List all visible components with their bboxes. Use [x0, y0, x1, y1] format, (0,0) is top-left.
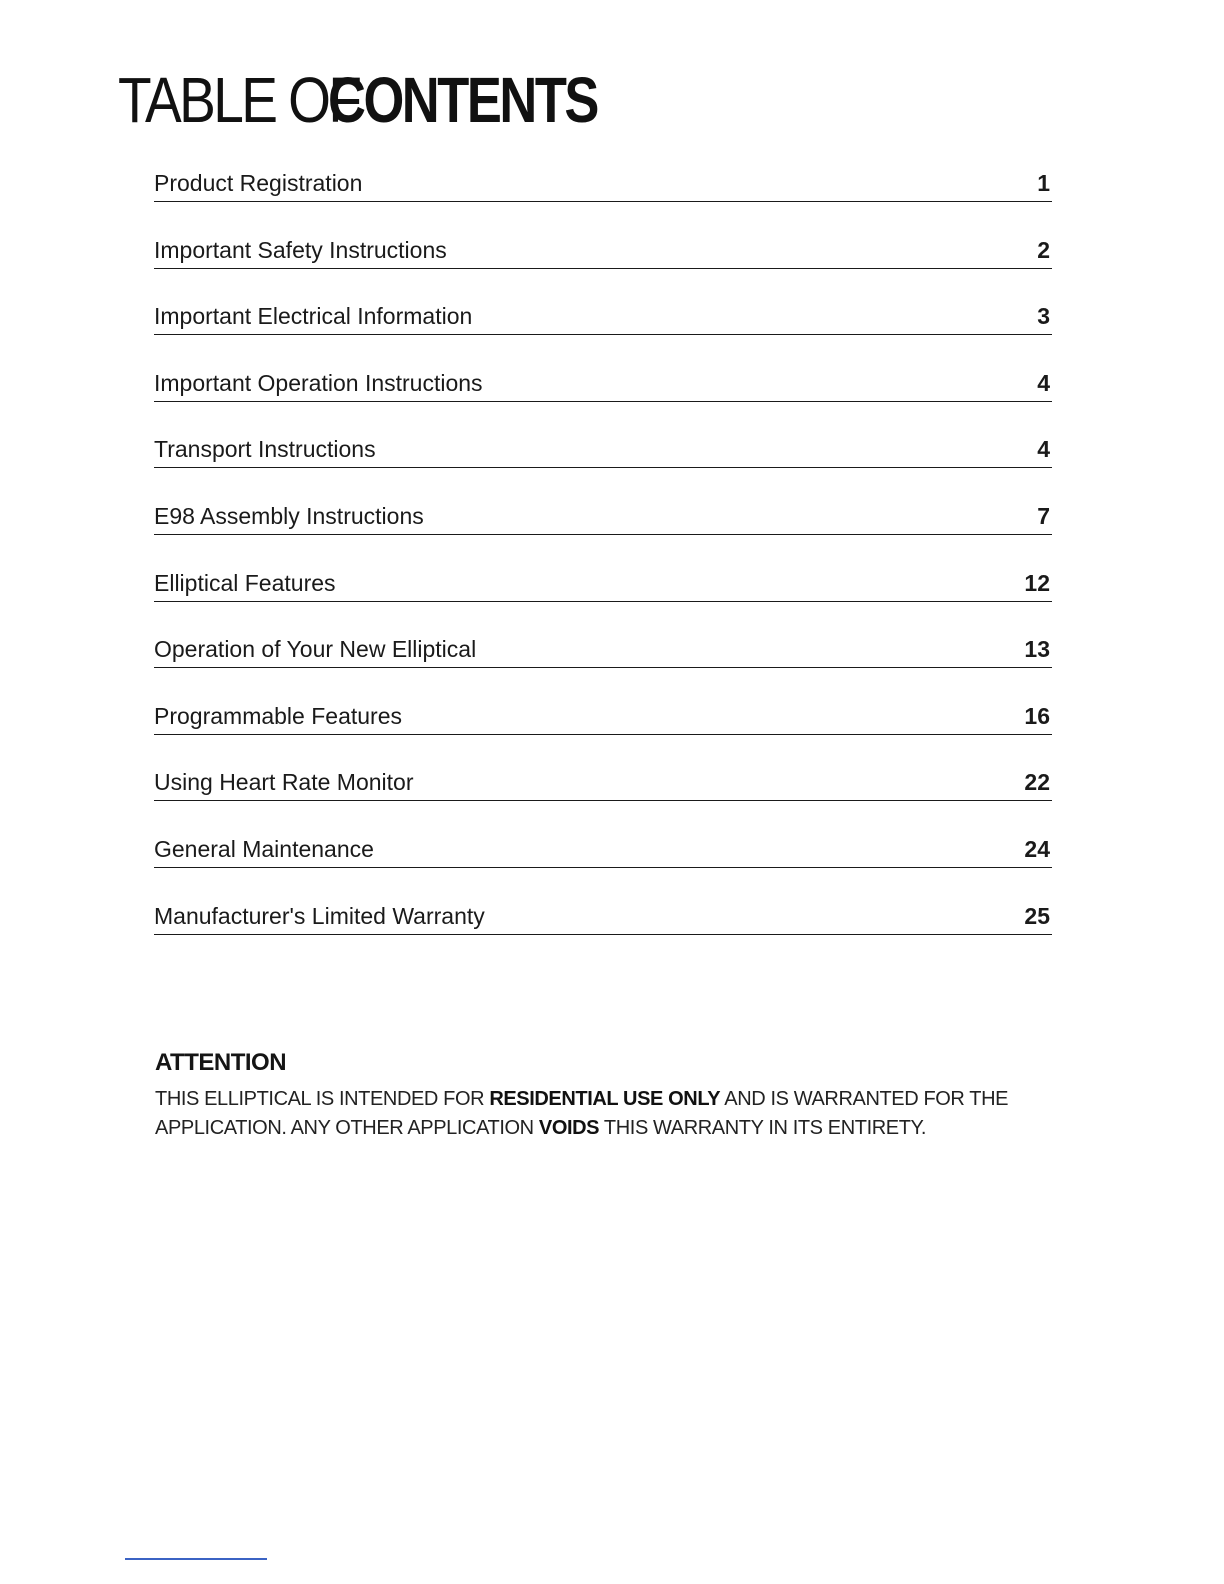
- footer-rule: [125, 1558, 267, 1560]
- toc-entry-label: E98 Assembly Instructions: [154, 502, 424, 529]
- attention-heading: ATTENTION: [155, 1049, 287, 1076]
- toc-entry-label: Product Registration: [154, 170, 363, 196]
- toc-entry-product-registration[interactable]: [154, 168, 1052, 235]
- toc-entry-page-number: 25: [1024, 902, 1050, 929]
- toc-entry-page-number: 12: [1024, 569, 1050, 596]
- toc-entry-page-number: 2: [1037, 236, 1050, 263]
- toc-entry-manufacturers-limited-warranty[interactable]: [154, 901, 1052, 968]
- toc-entry-label: Important Operation Instructions: [154, 369, 483, 396]
- attention-text-3: THIS WARRANTY IN ITS ENTIRETY.: [599, 1117, 927, 1139]
- attention-emphasis-voids: VOIDS: [538, 1117, 600, 1139]
- toc-entry-label: Transport Instructions: [154, 436, 376, 463]
- toc-entry-page-number: 4: [1037, 369, 1050, 396]
- toc-entry-page-number: 4: [1037, 436, 1050, 463]
- toc-entry-label: Manufacturer's Limited Warranty: [154, 902, 485, 929]
- toc-entry-page-number: 13: [1024, 636, 1050, 663]
- toc-entry-programmable-features[interactable]: [154, 701, 1052, 768]
- toc-entry-e98-assembly-instructions[interactable]: [154, 501, 1052, 568]
- toc-entry-label: Important Safety Instructions: [154, 236, 447, 263]
- toc-entry-page-number: 3: [1037, 303, 1050, 330]
- toc-entry-important-operation-instructions[interactable]: [154, 368, 1052, 435]
- toc-entry-page-number: 24: [1024, 835, 1050, 862]
- page-title-light: TABLE OF: [118, 64, 360, 136]
- toc-entry-important-electrical-information[interactable]: [154, 301, 1052, 368]
- toc-entry-page-number: 16: [1024, 702, 1050, 729]
- attention-notice: [155, 1047, 1055, 1143]
- attention-body: [155, 1085, 1055, 1143]
- toc-entry-general-maintenance[interactable]: [154, 834, 1052, 901]
- toc-entry-using-heart-rate-monitor[interactable]: [154, 767, 1052, 834]
- attention-text-1: THIS ELLIPTICAL IS INTENDED FOR: [155, 1088, 490, 1110]
- toc-entry-page-number: 1: [1037, 170, 1050, 196]
- toc-entry-operation-of-your-new-elliptical[interactable]: [154, 634, 1052, 701]
- toc-entry-elliptical-features[interactable]: [154, 568, 1052, 635]
- toc-entry-page-number: 7: [1037, 502, 1050, 529]
- toc-entry-important-safety-instructions[interactable]: [154, 235, 1052, 302]
- toc-entry-label: Operation of Your New Elliptical: [154, 636, 477, 663]
- toc-entry-transport-instructions[interactable]: [154, 434, 1052, 501]
- attention-text-2: AND IS WARRANTED FOR THE APPLICATION. ANY OTHER APPLICATION: [155, 1088, 1009, 1139]
- attention-emphasis-residential-use-only: RESIDENTIAL USE ONLY: [489, 1088, 721, 1110]
- page-title: [118, 64, 597, 136]
- toc-entry-label: General Maintenance: [154, 835, 374, 862]
- toc-entry-page-number: 22: [1024, 769, 1050, 796]
- page-title-bold: CONTENTS: [328, 64, 597, 136]
- toc-entry-label: Important Electrical Information: [154, 303, 473, 330]
- toc-entry-label: Programmable Features: [154, 702, 402, 729]
- table-of-contents: [154, 168, 1052, 967]
- toc-entry-label: Using Heart Rate Monitor: [154, 769, 414, 796]
- toc-entry-label: Elliptical Features: [154, 569, 336, 596]
